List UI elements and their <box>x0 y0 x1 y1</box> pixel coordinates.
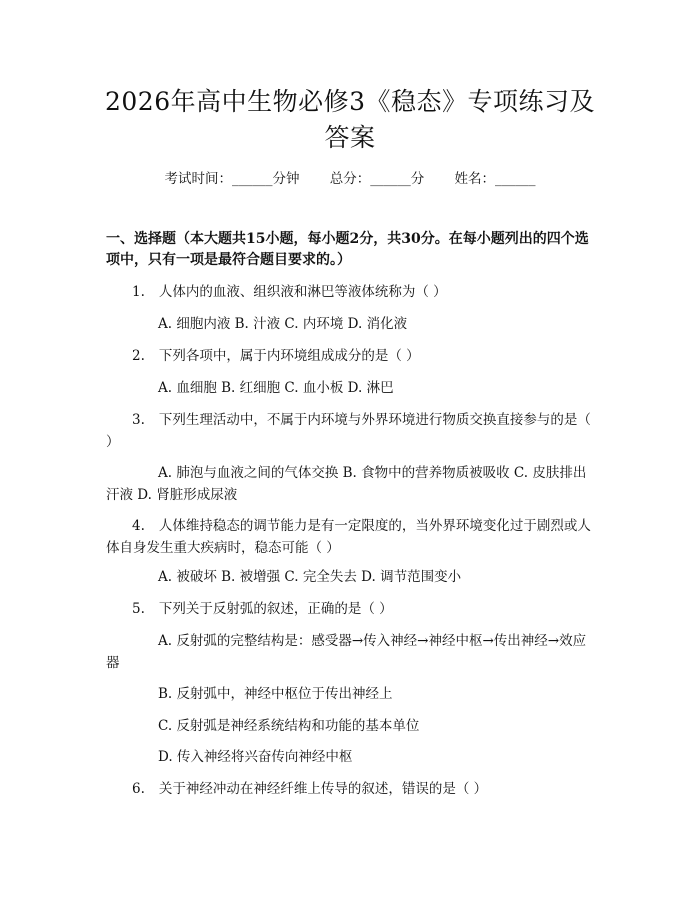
question-text: 关于神经冲动在神经纤维上传导的叙述，错误的是（ ） <box>158 781 488 797</box>
question-3 <box>106 409 596 453</box>
question-number: 2. <box>132 348 145 364</box>
question-5-option-c: C. 反射弧是神经系统结构和功能的基本单位 <box>158 718 420 734</box>
question-1-options: A. 细胞内液 B. 汁液 C. 内环境 D. 消化液 <box>158 316 408 332</box>
question-text: 下列各项中，属于内环境组成成分的是（ ） <box>158 348 420 364</box>
question-3-options: A. 肺泡与血液之间的气体交换 B. 食物中的营养物质被吸收 C. 皮肤排出汗液 D. 肾脏形成尿液 <box>106 465 587 503</box>
exam-time-field: 考试时间：______分钟 <box>164 171 300 187</box>
question-number: 1. <box>132 284 145 300</box>
question-4 <box>106 515 596 559</box>
question-number: 3. <box>132 412 145 428</box>
question-2 <box>106 345 596 367</box>
question-number: 6. <box>132 781 145 797</box>
question-2-options: A. 血细胞 B. 红细胞 C. 血小板 D. 淋巴 <box>158 380 394 396</box>
question-text: 下列关于反射弧的叙述，正确的是（ ） <box>158 601 393 617</box>
question-1 <box>106 281 596 303</box>
question-5 <box>106 598 596 620</box>
question-number: 4. <box>132 518 145 534</box>
question-5-option-a: A. 反射弧的完整结构是：感受器→传入神经→神经中枢→传出神经→效应器 <box>106 633 587 671</box>
question-text: 人体维持稳态的调节能力是有一定限度的，当外界环境变化过于剧烈或人体自身发生重大疾病时，稳态可能（ ） <box>106 518 591 556</box>
question-text: 人体内的血液、组织液和淋巴等液体统称为（ ） <box>158 284 447 300</box>
question-number: 5. <box>132 601 145 617</box>
total-score-field: 总分：______分 <box>329 171 425 187</box>
question-5-option-b: B. 反射弧中，神经中枢位于传出神经上 <box>158 686 393 702</box>
section-heading: 一、选择题（本大题共15小题，每小题2分，共30分。在每小题列出的四个选项中，只有一项是最符合题目要求的。） <box>106 231 589 268</box>
question-6 <box>106 778 596 800</box>
page-title: 2026年高中生物必修3《稳态》专项练习及答案 <box>104 87 596 152</box>
name-field: 姓名：______ <box>454 171 536 187</box>
question-4-options: A. 被破坏 B. 被增强 C. 完全失去 D. 调节范围变小 <box>158 569 462 585</box>
question-text: 下列生理活动中，不属于内环境与外界环境进行物质交换直接参与的是（ ） <box>106 412 591 450</box>
exam-meta-line <box>0 170 700 188</box>
question-5-option-d: D. 传入神经将兴奋传向神经中枢 <box>158 749 353 765</box>
